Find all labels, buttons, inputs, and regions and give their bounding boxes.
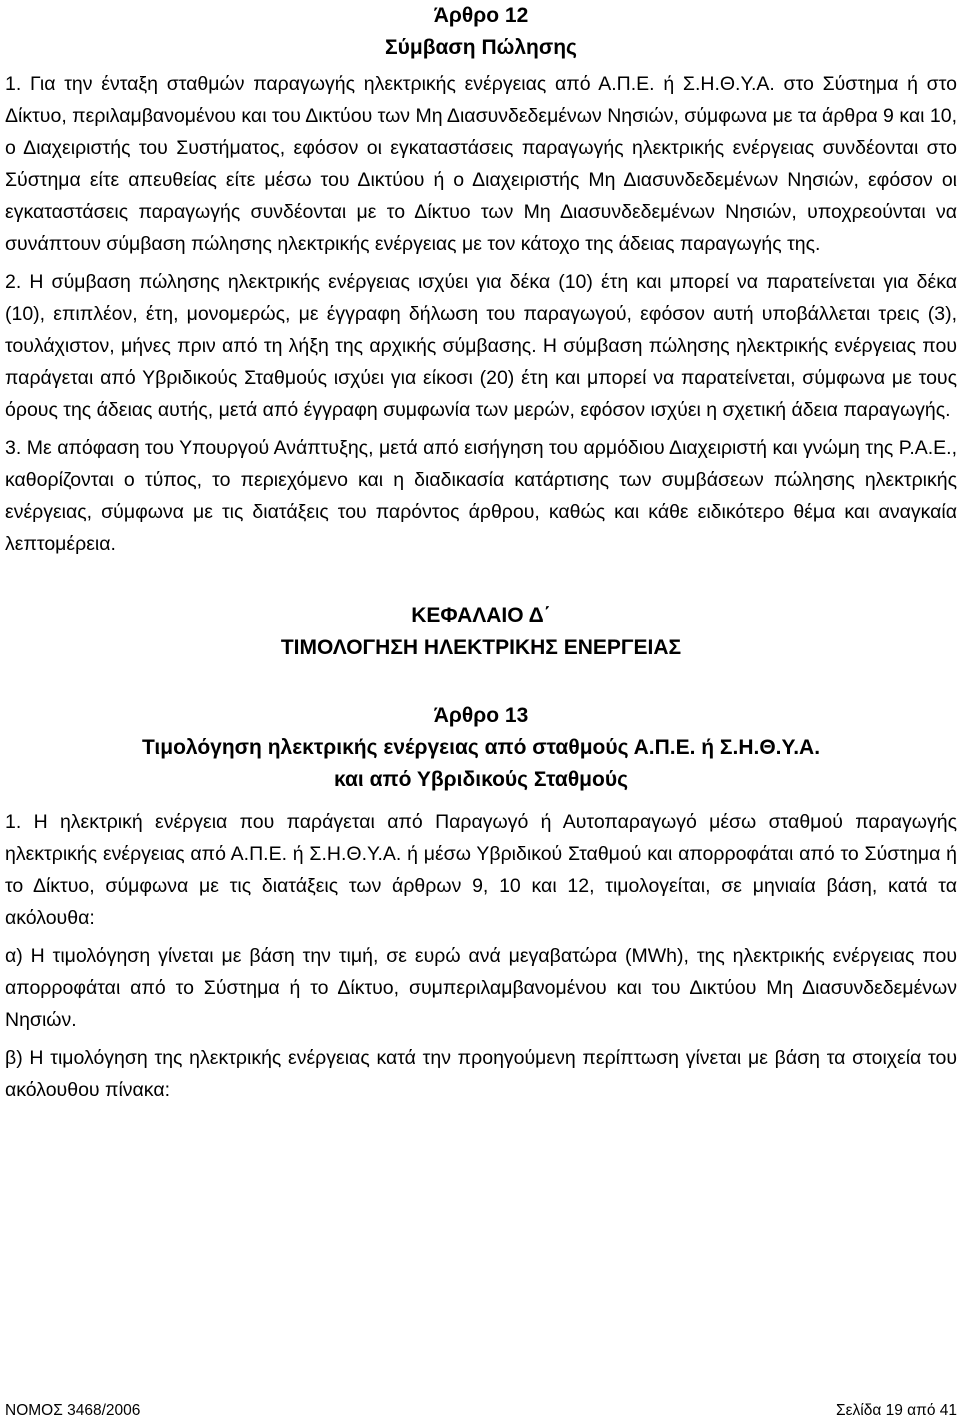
- article-13-subtitle-line-2: και από Υβριδικούς Σταθμούς: [333, 768, 628, 791]
- chapter-subtitle: ΤΙΜΟΛΟΓΗΣΗ ΗΛΕΚΤΡΙΚΗΣ ΕΝΕΡΓΕΙΑΣ: [280, 636, 682, 659]
- footer-law-number: ΝΟΜΟΣ 3468/2006: [5, 1402, 141, 1419]
- article-12-paragraph-2: 2. Η σύμβαση πώλησης ηλεκτρικής ενέργειας ισχύει για δέκα (10) έτη και μπορεί να παρατείνεται για δέκα (10), επιπλέον, έτη, μονομερώς, με έγγραφη δήλωση του παραγωγού, εφόσον αυτή υποβάλλεται τρεις (3), τουλάχιστον, μήνες πριν από τη λήξη της αρχικής σύμβασης. Η σύμβαση πώλησης ηλεκτρικής ενέργειας που παράγεται από Υβριδικούς Σταθμούς ισχύει για είκοσι (20) έτη και μπορεί να παρατείνεται, σύμφωνα με τους όρους της άδειας αυτής, μετά από έγγραφη συμφωνία των μερών, εφόσον ισχύει η σχετική άδεια παραγωγής.: [5, 271, 957, 421]
- article-13-item-a: α) Η τιμολόγηση γίνεται με βάση την τιμή, σε ευρώ ανά μεγαβατώρα (MWh), της ηλεκτρικής ενέργειας που απορροφάται από το Σύστημα ή το Δίκτυο, συμπεριλαμβανομένου και του Δικτύου Μη Διασυνδεδεμένων Νησιών.: [5, 945, 957, 1031]
- article-13-item-b: β) Η τιμολόγηση της ηλεκτρικής ενέργειας κατά την προηγούμενη περίπτωση γίνεται με βάση τα στοιχεία του ακόλουθου πίνακα:: [5, 1047, 957, 1101]
- article-13-subtitle-line-1: Τιμολόγηση ηλεκτρικής ενέργειας από σταθμούς Α.Π.Ε. ή Σ.Η.Θ.Υ.Α.: [141, 736, 821, 759]
- article-12-subtitle: Σύμβαση Πώλησης: [385, 36, 577, 59]
- article-12-title: Άρθρο 12: [433, 4, 529, 27]
- article-13-paragraph-1: 1. Η ηλεκτρική ενέργεια που παράγεται από Παραγωγό ή Αυτοπαραγωγό μέσω σταθμού παραγωγής ηλεκτρικής ενέργειας από Α.Π.Ε. ή Σ.Η.Θ.Υ.Α. ή μέσω Υβριδικού Σταθμού και απορροφάται από το Σύστημα ή το Δίκτυο, σύμφωνα με τις διατάξεις των άρθρων 9, 10 και 12, τιμολογείται, σε μηνιαία βάση, κατά τα ακόλουθα:: [5, 811, 957, 929]
- footer-page-number: Σελίδα 19 από 41: [836, 1402, 957, 1419]
- article-12-paragraph-3: 3. Με απόφαση του Υπουργού Ανάπτυξης, μετά από εισήγηση του αρμόδιου Διαχειριστή και γνώμη της Ρ.Α.Ε., καθορίζονται ο τύπος, το περιεχόμενο και η διαδικασία κατάρτισης των συμβάσεων πώλησης ηλεκτρικής ενέργειας, σύμφωνα με τις διατάξεις του παρόντος άρθρου, καθώς και κάθε ειδικότερο θέμα και αναγκαία λεπτομέρεια.: [5, 437, 957, 555]
- chapter-title: ΚΕΦΑΛΑΙΟ Δ΄: [411, 604, 551, 627]
- article-13-title: Άρθρο 13: [433, 704, 529, 727]
- document-page: [5, 0, 957, 1106]
- page-footer: [5, 1400, 957, 1422]
- article-12-paragraph-1: 1. Για την ένταξη σταθμών παραγωγής ηλεκτρικής ενέργειας από Α.Π.Ε. ή Σ.Η.Θ.Υ.Α. στο Σύστημα ή στο Δίκτυο, περιλαμβανομένου και του Δικτύου των Μη Διασυνδεδεμένων Νησιών, σύμφωνα με τα άρθρα 9 και 10, ο Διαχειριστής του Συστήματος, εφόσον οι εγκαταστάσεις παραγωγής ηλεκτρικής ενέργειας συνδέονται στο Σύστημα είτε απευθείας είτε μέσω του Δικτύου ή ο Διαχειριστής Μη Διασυνδεδεμένων Νησιών, εφόσον οι εγκαταστάσεις παραγωγής συνδέονται με το Δίκτυο των Μη Διασυνδεδεμένων Νησιών, υποχρεούνται να συνάπτουν σύμβαση πώλησης ηλεκτρικής ενέργειας με τον κάτοχο της άδειας παραγωγής της.: [5, 73, 957, 255]
